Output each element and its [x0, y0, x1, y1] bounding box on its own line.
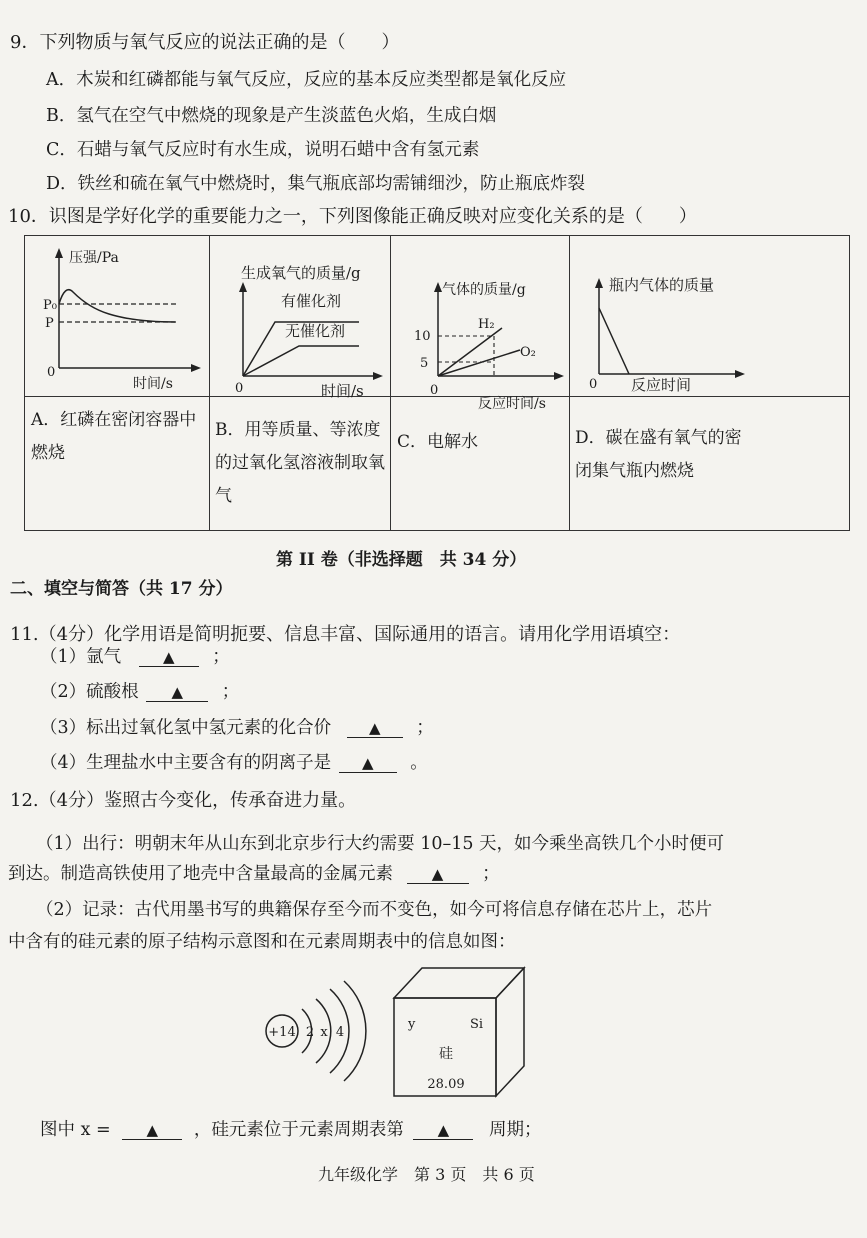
q11-item-3-label: （3）标出过氧化氢中氢元素的化合价 — [40, 718, 332, 738]
q12-p1-end: ； — [482, 864, 500, 884]
q11-item-4-end: 。 — [410, 753, 428, 773]
graph-a-ylabel: 压强/Pa — [69, 250, 119, 266]
graph-c-xlabel: 反应时间/s — [478, 396, 546, 412]
section2-title: 二、填空与简答（共 17 分） — [10, 579, 233, 599]
q9-option-a: A．木炭和红磷都能与氧气反应，反应的基本反应类型都是氧化反应 — [46, 70, 567, 90]
q12-last-line — [40, 1116, 541, 1141]
q11-item-1 — [40, 643, 230, 668]
atom-shell-3: 4 — [335, 1025, 345, 1040]
q10-stem: 10．识图是学好化学的重要能力之一，下列图像能正确反映对应变化关系的是（ ） — [8, 206, 697, 227]
q11-item-3-end: ； — [416, 718, 434, 738]
graph-a-p: P — [45, 316, 54, 331]
element-number: y — [408, 1017, 416, 1032]
q12-p1-line2 — [8, 860, 500, 885]
element-mass: 28.09 — [427, 1077, 465, 1092]
q9-stem: 9．下列物质与氧气反应的说法正确的是（ ） — [10, 32, 400, 53]
q11-item-1-label: （1）氩气 — [40, 647, 122, 667]
q12-p2-line1: （2）记录：古代用墨书写的典籍保存至今而不变色，如今可将信息存储在芯片上，芯片 — [36, 900, 713, 920]
element-name: 硅 — [439, 1046, 453, 1062]
graph-b-ylabel: 生成氧气的质量/g — [241, 264, 361, 282]
answer-blank[interactable]: ▲ — [339, 754, 397, 773]
q10-caption-a: A．红磷在密闭容器中燃烧 — [31, 410, 197, 463]
q11-item-2-label: （2）硫酸根 — [40, 682, 139, 702]
page-footer: 九年级化学 第 3 页 共 6 页 — [318, 1165, 535, 1184]
q12-p1-line2-text: 到达。制造高铁使用了地壳中含量最高的金属元素 — [8, 864, 393, 884]
answer-blank[interactable]: ▲ — [122, 1121, 182, 1140]
element-symbol: Si — [470, 1017, 484, 1032]
q12-stem: 12.（4分）鉴照古今变化，传承奋进力量。 — [10, 790, 357, 811]
graph-d-xlabel: 反应时间 — [631, 376, 692, 394]
graph-a-origin: 0 — [47, 365, 56, 380]
q11-stem: 11.（4分）化学用语是简明扼要、信息丰富、国际通用的语言。请用化学用语填空： — [10, 624, 681, 645]
q10-caption-c: C．电解水 — [397, 432, 479, 452]
q11-item-2-end: ； — [221, 682, 240, 702]
atom-shell-1: 2 — [305, 1025, 315, 1040]
answer-blank[interactable]: ▲ — [139, 648, 199, 667]
q12-p2-line2: 中含有的硅元素的原子结构示意图和在元素周期表中的信息如图： — [8, 932, 516, 952]
graph-a-p0: P₀ — [43, 298, 57, 313]
q12-p1-line1: （1）出行：明朝末年从山东到北京步行大约需要 10–15 天，如今乘坐高铁几个小时便可 — [36, 834, 725, 854]
graph-b-label1: 有催化剂 — [281, 292, 342, 310]
answer-blank[interactable]: ▲ — [407, 865, 469, 884]
answer-blank[interactable]: ▲ — [413, 1121, 473, 1140]
graph-b-origin: 0 — [235, 381, 244, 396]
graph-b — [209, 236, 390, 400]
graph-c — [390, 236, 569, 412]
q11-item-1-end: ； — [212, 647, 230, 667]
q10-caption-d: D．碳在盛有氧气的密闭集气瓶内燃烧 — [575, 428, 742, 481]
q9-option-b: B．氢气在空气中燃烧的现象是产生淡蓝色火焰，生成白烟 — [46, 106, 497, 126]
graph-c-tick-10: 10 — [414, 329, 431, 344]
answer-blank[interactable]: ▲ — [146, 683, 208, 702]
atom-shell-2: x — [320, 1025, 328, 1040]
graph-c-o2: O₂ — [520, 345, 536, 360]
q12-last-b: ，硅元素位于元素周期表第 — [193, 1120, 404, 1140]
q11-item-3 — [40, 714, 434, 739]
graph-d — [569, 236, 851, 396]
graph-b-label2: 无催化剂 — [285, 322, 346, 340]
silicon-atom-diagram — [258, 975, 378, 1085]
q10-caption-b: B．用等质量、等浓度的过氧化氢溶液制取氧气 — [215, 420, 385, 506]
graph-d-origin: 0 — [589, 377, 598, 392]
periodic-table-cell — [392, 966, 528, 1100]
graph-a — [25, 236, 209, 396]
q11-item-4 — [40, 749, 428, 774]
graph-c-tick-5: 5 — [420, 356, 429, 371]
graph-c-h2: H₂ — [478, 317, 495, 332]
q12-last-a: 图中 x = — [40, 1120, 111, 1140]
q9-option-c: C．石蜡与氧气反应时有水生成，说明石蜡中含有氢元素 — [46, 140, 480, 160]
graph-c-origin: 0 — [430, 383, 439, 398]
graph-d-ylabel: 瓶内气体的质量 — [609, 276, 715, 294]
q12-last-c: 周期； — [488, 1120, 542, 1140]
graph-b-xlabel: 时间/s — [321, 382, 364, 400]
q9-option-d: D．铁丝和硫在氧气中燃烧时，集气瓶底部均需铺细沙，防止瓶底炸裂 — [46, 174, 586, 194]
graph-a-xlabel: 时间/s — [133, 376, 173, 392]
atom-nucleus: +14 — [268, 1025, 296, 1040]
part2-title: 第 II 卷（非选择题 共 34 分） — [276, 550, 527, 570]
q11-item-4-label: （4）生理盐水中主要含有的阴离子是 — [40, 753, 332, 773]
answer-blank[interactable]: ▲ — [347, 719, 403, 738]
q11-item-2 — [40, 678, 239, 703]
q10-graph-table — [24, 235, 850, 531]
graph-c-ylabel: 气体的质量/g — [442, 282, 526, 298]
